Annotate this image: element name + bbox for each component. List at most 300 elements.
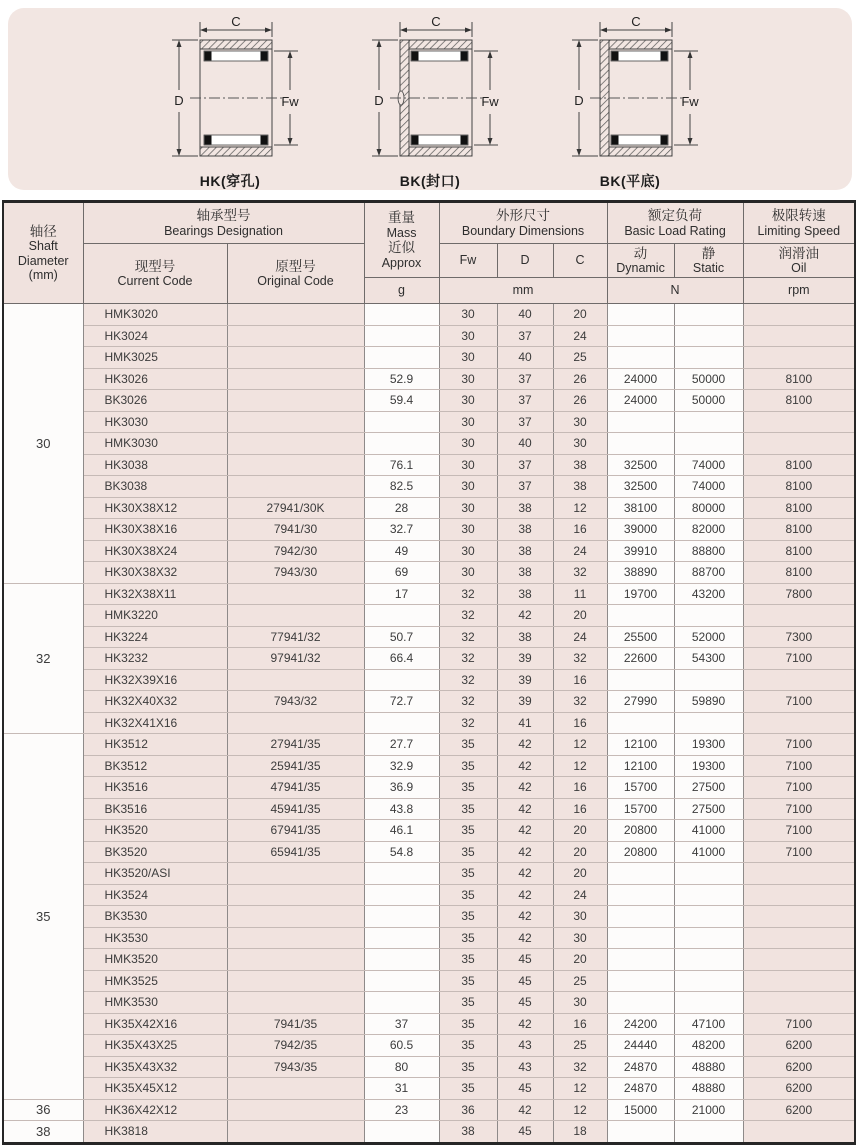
d-cell: 39	[497, 648, 553, 670]
mass-cell: 28	[364, 497, 439, 519]
c-cell: 16	[553, 777, 607, 799]
c-cell: 16	[553, 519, 607, 541]
mass-cell: 23	[364, 1099, 439, 1121]
static-load-cell: 41000	[674, 820, 743, 842]
table-row	[3, 884, 855, 906]
oil-speed-cell	[743, 992, 855, 1014]
fw-cell: 35	[439, 820, 497, 842]
static-load-cell: 43200	[674, 583, 743, 605]
header-mass-approx: 重量 Mass 近似 Approx	[364, 202, 439, 278]
original-code-cell: 97941/32	[227, 648, 364, 670]
oil-speed-cell: 7100	[743, 820, 855, 842]
d-cell: 39	[497, 669, 553, 691]
table-row	[3, 691, 855, 713]
current-code-cell: HK3512	[83, 734, 227, 756]
table-row	[3, 1121, 855, 1144]
fw-cell: 32	[439, 605, 497, 627]
table-row	[3, 390, 855, 412]
dim-label-d: D	[174, 93, 184, 108]
c-cell: 16	[553, 712, 607, 734]
d-cell: 40	[497, 347, 553, 369]
mass-cell: 27.7	[364, 734, 439, 756]
original-code-cell: 65941/35	[227, 841, 364, 863]
mass-cell	[364, 669, 439, 691]
mass-cell: 50.7	[364, 626, 439, 648]
dynamic-load-cell: 32500	[607, 476, 674, 498]
dynamic-load-cell: 24870	[607, 1078, 674, 1100]
d-cell: 45	[497, 1121, 553, 1144]
dynamic-load-cell: 27990	[607, 691, 674, 713]
dynamic-load-cell	[607, 970, 674, 992]
table-row	[3, 970, 855, 992]
current-code-cell: HMK3520	[83, 949, 227, 971]
table-row	[3, 734, 855, 756]
mass-cell	[364, 906, 439, 928]
bearing-cross-section-drawing	[142, 16, 318, 168]
oil-speed-cell	[743, 949, 855, 971]
d-cell: 38	[497, 497, 553, 519]
original-code-cell	[227, 454, 364, 476]
static-load-cell	[674, 433, 743, 455]
dynamic-load-cell: 24200	[607, 1013, 674, 1035]
mass-cell	[364, 347, 439, 369]
c-cell: 26	[553, 368, 607, 390]
table-row	[3, 519, 855, 541]
unit-newton: N	[607, 278, 743, 304]
d-cell: 45	[497, 1078, 553, 1100]
table-row	[3, 949, 855, 971]
d-cell: 45	[497, 970, 553, 992]
oil-speed-cell: 7100	[743, 777, 855, 799]
table-row	[3, 411, 855, 433]
bearing-diagrams-panel	[8, 8, 852, 190]
static-load-cell	[674, 325, 743, 347]
oil-speed-cell: 8100	[743, 519, 855, 541]
original-code-cell	[227, 970, 364, 992]
current-code-cell: HK3224	[83, 626, 227, 648]
header-fw: Fw	[439, 244, 497, 278]
current-code-cell: HK3232	[83, 648, 227, 670]
dynamic-load-cell: 24440	[607, 1035, 674, 1057]
d-cell: 43	[497, 1056, 553, 1078]
table-row	[3, 712, 855, 734]
dynamic-load-cell	[607, 411, 674, 433]
c-cell: 18	[553, 1121, 607, 1144]
fw-cell: 32	[439, 669, 497, 691]
dynamic-load-cell	[607, 906, 674, 928]
current-code-cell: HK32X41X16	[83, 712, 227, 734]
d-cell: 39	[497, 691, 553, 713]
c-cell: 30	[553, 992, 607, 1014]
original-code-cell	[227, 863, 364, 885]
c-cell: 20	[553, 949, 607, 971]
fw-cell: 30	[439, 411, 497, 433]
oil-speed-cell: 6200	[743, 1099, 855, 1121]
fw-cell: 35	[439, 1035, 497, 1057]
mass-cell	[364, 325, 439, 347]
current-code-cell: BK3038	[83, 476, 227, 498]
fw-cell: 35	[439, 949, 497, 971]
current-code-cell: HK3818	[83, 1121, 227, 1144]
static-load-cell	[674, 927, 743, 949]
oil-speed-cell	[743, 906, 855, 928]
static-load-cell	[674, 605, 743, 627]
c-cell: 24	[553, 540, 607, 562]
d-cell: 40	[497, 304, 553, 326]
dynamic-load-cell: 22600	[607, 648, 674, 670]
dynamic-load-cell	[607, 884, 674, 906]
dim-label-c: C	[431, 16, 441, 29]
mass-cell	[364, 863, 439, 885]
current-code-cell: HMK3220	[83, 605, 227, 627]
d-cell: 37	[497, 390, 553, 412]
c-cell: 30	[553, 433, 607, 455]
shaft-diameter-cell: 35	[3, 734, 83, 1100]
original-code-cell	[227, 927, 364, 949]
oil-speed-cell	[743, 669, 855, 691]
diagram-caption: HK(穿孔)	[199, 173, 261, 189]
current-code-cell: HK3516	[83, 777, 227, 799]
table-row	[3, 347, 855, 369]
original-code-cell: 27941/35	[227, 734, 364, 756]
original-code-cell: 7943/30	[227, 562, 364, 584]
oil-speed-cell: 6200	[743, 1078, 855, 1100]
d-cell: 42	[497, 1013, 553, 1035]
current-code-cell: HK30X38X24	[83, 540, 227, 562]
oil-speed-cell: 7100	[743, 691, 855, 713]
diagram-bk-flat-bottom	[542, 16, 718, 191]
d-cell: 40	[497, 433, 553, 455]
oil-speed-cell: 7100	[743, 648, 855, 670]
oil-speed-cell	[743, 712, 855, 734]
c-cell: 16	[553, 798, 607, 820]
d-cell: 37	[497, 325, 553, 347]
current-code-cell: HMK3530	[83, 992, 227, 1014]
c-cell: 12	[553, 755, 607, 777]
original-code-cell	[227, 1099, 364, 1121]
mass-cell	[364, 970, 439, 992]
current-code-cell: HK30X38X16	[83, 519, 227, 541]
table-row	[3, 992, 855, 1014]
table-row	[3, 497, 855, 519]
fw-cell: 30	[439, 454, 497, 476]
original-code-cell	[227, 325, 364, 347]
original-code-cell	[227, 949, 364, 971]
d-cell: 42	[497, 863, 553, 885]
mass-cell	[364, 884, 439, 906]
mass-cell	[364, 992, 439, 1014]
diagram-caption: BK(封口)	[399, 173, 461, 189]
c-cell: 20	[553, 820, 607, 842]
mass-cell: 60.5	[364, 1035, 439, 1057]
c-cell: 38	[553, 476, 607, 498]
c-cell: 24	[553, 626, 607, 648]
mass-cell: 59.4	[364, 390, 439, 412]
table-row	[3, 626, 855, 648]
fw-cell: 30	[439, 304, 497, 326]
oil-speed-cell: 8100	[743, 562, 855, 584]
fw-cell: 35	[439, 1078, 497, 1100]
table-row	[3, 583, 855, 605]
original-code-cell	[227, 368, 364, 390]
dim-label-c: C	[631, 16, 641, 29]
mass-cell: 32.9	[364, 755, 439, 777]
header-d: D	[497, 244, 553, 278]
current-code-cell: HK30X38X12	[83, 497, 227, 519]
original-code-cell	[227, 390, 364, 412]
header-limiting-speed: 极限转速 Limiting Speed	[743, 202, 855, 244]
oil-speed-cell	[743, 884, 855, 906]
c-cell: 20	[553, 304, 607, 326]
oil-speed-cell: 8100	[743, 390, 855, 412]
dim-label-d: D	[374, 93, 384, 108]
header-basic-load-rating: 额定负荷 Basic Load Rating	[607, 202, 743, 244]
original-code-cell: 45941/35	[227, 798, 364, 820]
fw-cell: 32	[439, 691, 497, 713]
fw-cell: 35	[439, 927, 497, 949]
header-current-code: 现型号 Current Code	[83, 244, 227, 304]
static-load-cell	[674, 1121, 743, 1144]
fw-cell: 30	[439, 497, 497, 519]
c-cell: 38	[553, 454, 607, 476]
c-cell: 32	[553, 562, 607, 584]
d-cell: 42	[497, 605, 553, 627]
current-code-cell: HK30X38X32	[83, 562, 227, 584]
dim-label-fw: Fw	[281, 94, 299, 109]
diagram-bk-closed-end	[342, 16, 518, 191]
mass-cell	[364, 433, 439, 455]
original-code-cell	[227, 476, 364, 498]
oil-speed-cell: 6200	[743, 1056, 855, 1078]
d-cell: 42	[497, 906, 553, 928]
fw-cell: 30	[439, 562, 497, 584]
shaft-diameter-cell: 32	[3, 583, 83, 734]
oil-speed-cell	[743, 605, 855, 627]
dynamic-load-cell: 15700	[607, 777, 674, 799]
current-code-cell: HK3520	[83, 820, 227, 842]
table-row	[3, 648, 855, 670]
c-cell: 24	[553, 325, 607, 347]
mass-cell	[364, 304, 439, 326]
mass-cell	[364, 927, 439, 949]
dynamic-load-cell	[607, 433, 674, 455]
dynamic-load-cell	[607, 347, 674, 369]
current-code-cell: BK3530	[83, 906, 227, 928]
d-cell: 42	[497, 927, 553, 949]
table-row	[3, 454, 855, 476]
oil-speed-cell: 7100	[743, 798, 855, 820]
table-row	[3, 605, 855, 627]
oil-speed-cell	[743, 304, 855, 326]
static-load-cell: 21000	[674, 1099, 743, 1121]
c-cell: 20	[553, 605, 607, 627]
fw-cell: 36	[439, 1099, 497, 1121]
table-row	[3, 820, 855, 842]
c-cell: 24	[553, 884, 607, 906]
fw-cell: 32	[439, 712, 497, 734]
fw-cell: 30	[439, 368, 497, 390]
dynamic-load-cell	[607, 927, 674, 949]
static-load-cell: 82000	[674, 519, 743, 541]
dynamic-load-cell: 25500	[607, 626, 674, 648]
original-code-cell: 7943/35	[227, 1056, 364, 1078]
table-body	[3, 304, 855, 1144]
dynamic-load-cell: 15700	[607, 798, 674, 820]
d-cell: 37	[497, 368, 553, 390]
c-cell: 30	[553, 927, 607, 949]
mass-cell: 80	[364, 1056, 439, 1078]
c-cell: 26	[553, 390, 607, 412]
c-cell: 25	[553, 970, 607, 992]
d-cell: 42	[497, 777, 553, 799]
dynamic-load-cell	[607, 992, 674, 1014]
current-code-cell: BK3520	[83, 841, 227, 863]
static-load-cell	[674, 970, 743, 992]
fw-cell: 30	[439, 433, 497, 455]
fw-cell: 35	[439, 734, 497, 756]
static-load-cell	[674, 347, 743, 369]
mass-cell	[364, 411, 439, 433]
static-load-cell	[674, 863, 743, 885]
mass-cell: 82.5	[364, 476, 439, 498]
mass-cell: 32.7	[364, 519, 439, 541]
bearing-cross-section-drawing	[542, 16, 718, 168]
dynamic-load-cell: 38100	[607, 497, 674, 519]
static-load-cell	[674, 992, 743, 1014]
static-load-cell: 74000	[674, 454, 743, 476]
d-cell: 45	[497, 949, 553, 971]
table-row	[3, 1013, 855, 1035]
current-code-cell: HK35X43X25	[83, 1035, 227, 1057]
fw-cell: 35	[439, 1056, 497, 1078]
c-cell: 32	[553, 1056, 607, 1078]
dim-label-fw: Fw	[681, 94, 699, 109]
current-code-cell: HK32X40X32	[83, 691, 227, 713]
mass-cell: 43.8	[364, 798, 439, 820]
c-cell: 32	[553, 648, 607, 670]
dynamic-load-cell	[607, 605, 674, 627]
current-code-cell: BK3026	[83, 390, 227, 412]
table-row	[3, 1056, 855, 1078]
original-code-cell: 7941/30	[227, 519, 364, 541]
fw-cell: 35	[439, 884, 497, 906]
header-shaft-diameter: 轴径 Shaft Diameter (mm)	[3, 202, 83, 304]
header-static: 静 Static	[674, 244, 743, 278]
table-row	[3, 755, 855, 777]
d-cell: 42	[497, 841, 553, 863]
static-load-cell: 47100	[674, 1013, 743, 1035]
d-cell: 38	[497, 583, 553, 605]
mass-cell: 52.9	[364, 368, 439, 390]
original-code-cell	[227, 1078, 364, 1100]
header-bearings-designation: 轴承型号 Bearings Designation	[83, 202, 364, 244]
current-code-cell: HK3524	[83, 884, 227, 906]
original-code-cell	[227, 583, 364, 605]
mass-cell: 36.9	[364, 777, 439, 799]
oil-speed-cell	[743, 927, 855, 949]
dynamic-load-cell: 39000	[607, 519, 674, 541]
dynamic-load-cell	[607, 949, 674, 971]
c-cell: 16	[553, 669, 607, 691]
dynamic-load-cell	[607, 712, 674, 734]
oil-speed-cell	[743, 325, 855, 347]
dynamic-load-cell: 39910	[607, 540, 674, 562]
oil-speed-cell: 6200	[743, 1035, 855, 1057]
dynamic-load-cell: 12100	[607, 755, 674, 777]
original-code-cell	[227, 347, 364, 369]
dynamic-load-cell	[607, 669, 674, 691]
shaft-diameter-cell: 30	[3, 304, 83, 584]
current-code-cell: HMK3025	[83, 347, 227, 369]
current-code-cell: HK3030	[83, 411, 227, 433]
current-code-cell: BK3516	[83, 798, 227, 820]
fw-cell: 30	[439, 476, 497, 498]
dynamic-load-cell	[607, 863, 674, 885]
static-load-cell	[674, 669, 743, 691]
d-cell: 42	[497, 734, 553, 756]
dynamic-load-cell: 15000	[607, 1099, 674, 1121]
mass-cell	[364, 1121, 439, 1144]
oil-speed-cell	[743, 347, 855, 369]
static-load-cell	[674, 411, 743, 433]
d-cell: 38	[497, 519, 553, 541]
d-cell: 37	[497, 454, 553, 476]
unit-grams: g	[364, 278, 439, 304]
d-cell: 42	[497, 1099, 553, 1121]
d-cell: 45	[497, 992, 553, 1014]
current-code-cell: HK3530	[83, 927, 227, 949]
d-cell: 43	[497, 1035, 553, 1057]
original-code-cell	[227, 992, 364, 1014]
static-load-cell: 41000	[674, 841, 743, 863]
c-cell: 12	[553, 1078, 607, 1100]
c-cell: 25	[553, 1035, 607, 1057]
oil-speed-cell: 8100	[743, 368, 855, 390]
table-row	[3, 863, 855, 885]
current-code-cell: BK3512	[83, 755, 227, 777]
dynamic-load-cell	[607, 304, 674, 326]
table-row	[3, 777, 855, 799]
dynamic-load-cell: 38890	[607, 562, 674, 584]
oil-speed-cell	[743, 863, 855, 885]
d-cell: 37	[497, 411, 553, 433]
oil-speed-cell: 7100	[743, 841, 855, 863]
original-code-cell	[227, 433, 364, 455]
fw-cell: 35	[439, 970, 497, 992]
shaft-diameter-cell: 38	[3, 1121, 83, 1144]
mass-cell: 46.1	[364, 820, 439, 842]
table-row	[3, 1035, 855, 1057]
fw-cell: 35	[439, 1013, 497, 1035]
static-load-cell: 88700	[674, 562, 743, 584]
bearing-cross-section-drawing	[342, 16, 518, 168]
static-load-cell: 19300	[674, 734, 743, 756]
table-row	[3, 433, 855, 455]
static-load-cell: 48880	[674, 1078, 743, 1100]
dynamic-load-cell: 19700	[607, 583, 674, 605]
table-row	[3, 906, 855, 928]
original-code-cell: 7942/35	[227, 1035, 364, 1057]
c-cell: 20	[553, 863, 607, 885]
fw-cell: 35	[439, 755, 497, 777]
static-load-cell	[674, 949, 743, 971]
header-boundary-dimensions: 外形尺寸 Boundary Dimensions	[439, 202, 607, 244]
dynamic-load-cell: 24000	[607, 390, 674, 412]
dynamic-load-cell: 20800	[607, 841, 674, 863]
original-code-cell: 27941/30K	[227, 497, 364, 519]
current-code-cell: HK3024	[83, 325, 227, 347]
table-row	[3, 1099, 855, 1121]
